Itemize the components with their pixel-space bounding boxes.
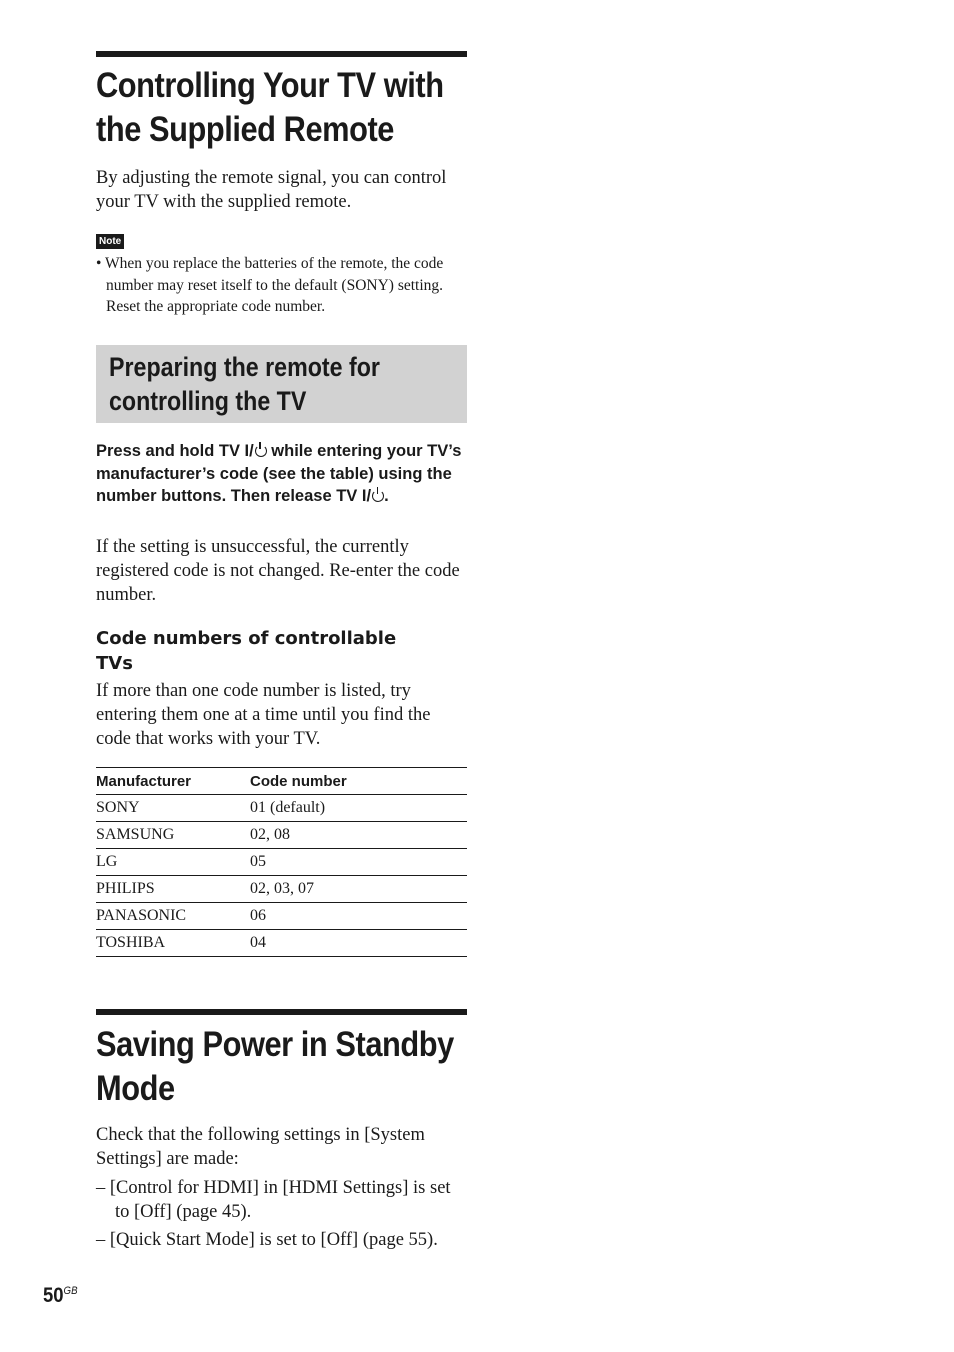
list-item: – [Control for HDMI] in [HDMI Settings] is set to [Off] (page 45). — [96, 1178, 451, 1222]
heading-rule — [96, 51, 467, 57]
standby-intro: Check that the following settings in [System Settings] are made: — [96, 1125, 425, 1169]
code-cell: 06 — [250, 903, 467, 930]
codes-heading: Code numbers of controllable TVs — [96, 628, 397, 674]
table-row — [96, 903, 467, 930]
note-text: • When you replace the batteries of the remote, the code number may reset itself to the default (SONY) setting. Reset the appropriate code number. — [96, 255, 444, 315]
table-row — [96, 930, 467, 957]
table-row — [96, 876, 467, 903]
power-icon — [255, 445, 267, 457]
manufacturer-cell: TOSHIBA — [96, 930, 250, 957]
code-table — [96, 767, 467, 957]
table-row — [96, 822, 467, 849]
table-header-row — [96, 768, 467, 795]
section-saving-power — [96, 1009, 467, 1111]
table-row — [96, 849, 467, 876]
column-header-code: Code number — [250, 768, 467, 795]
code-cell: 04 — [250, 930, 467, 957]
power-symbol: I/ — [362, 487, 384, 505]
table-row — [96, 795, 467, 822]
heading-rule — [96, 1009, 467, 1015]
page-number: $50^{GB}$ — [43, 1284, 78, 1307]
code-cell: 02, 08 — [250, 822, 467, 849]
step-result-text: If the setting is unsuccessful, the currently registered code is not changed. Re-enter the code number. — [96, 537, 460, 605]
note-block — [96, 231, 467, 318]
section-controlling-tv — [96, 51, 467, 152]
section-title: Saving Power in Standby Mode — [96, 1025, 454, 1108]
code-cell: 01 (default) — [250, 795, 467, 822]
note-label: Note — [96, 234, 124, 249]
manufacturer-cell: PANASONIC — [96, 903, 250, 930]
page-region-suffix: GB — [63, 1285, 78, 1297]
column-header-manufacturer: Manufacturer — [96, 768, 250, 795]
code-cell: 05 — [250, 849, 467, 876]
page-title: Controlling Your TV with the Supplied Remote — [96, 66, 444, 149]
list-item: – [Quick Start Mode] is set to [Off] (page 55). — [96, 1230, 438, 1250]
power-icon — [372, 490, 384, 502]
power-symbol: I/ — [245, 442, 267, 460]
code-cell: 02, 03, 07 — [250, 876, 467, 903]
subsection-heading-box — [96, 345, 467, 423]
step-instruction: Press and hold TV I/ while entering your TV’s manufacturer’s code (see the table) using the number buttons. Then release TV I/ . — [96, 442, 462, 505]
manufacturer-cell: PHILIPS — [96, 876, 250, 903]
manufacturer-cell: SONY — [96, 795, 250, 822]
settings-list — [96, 1176, 467, 1252]
subsection-title: Preparing the remote for controlling the TV — [109, 352, 380, 416]
manufacturer-cell: SAMSUNG — [96, 822, 250, 849]
codes-description: If more than one code number is listed, try entering them one at a time until you find the code that works with your TV. — [96, 681, 431, 749]
intro-text: By adjusting the remote signal, you can control your TV with the supplied remote. — [96, 168, 447, 212]
manufacturer-cell: LG — [96, 849, 250, 876]
